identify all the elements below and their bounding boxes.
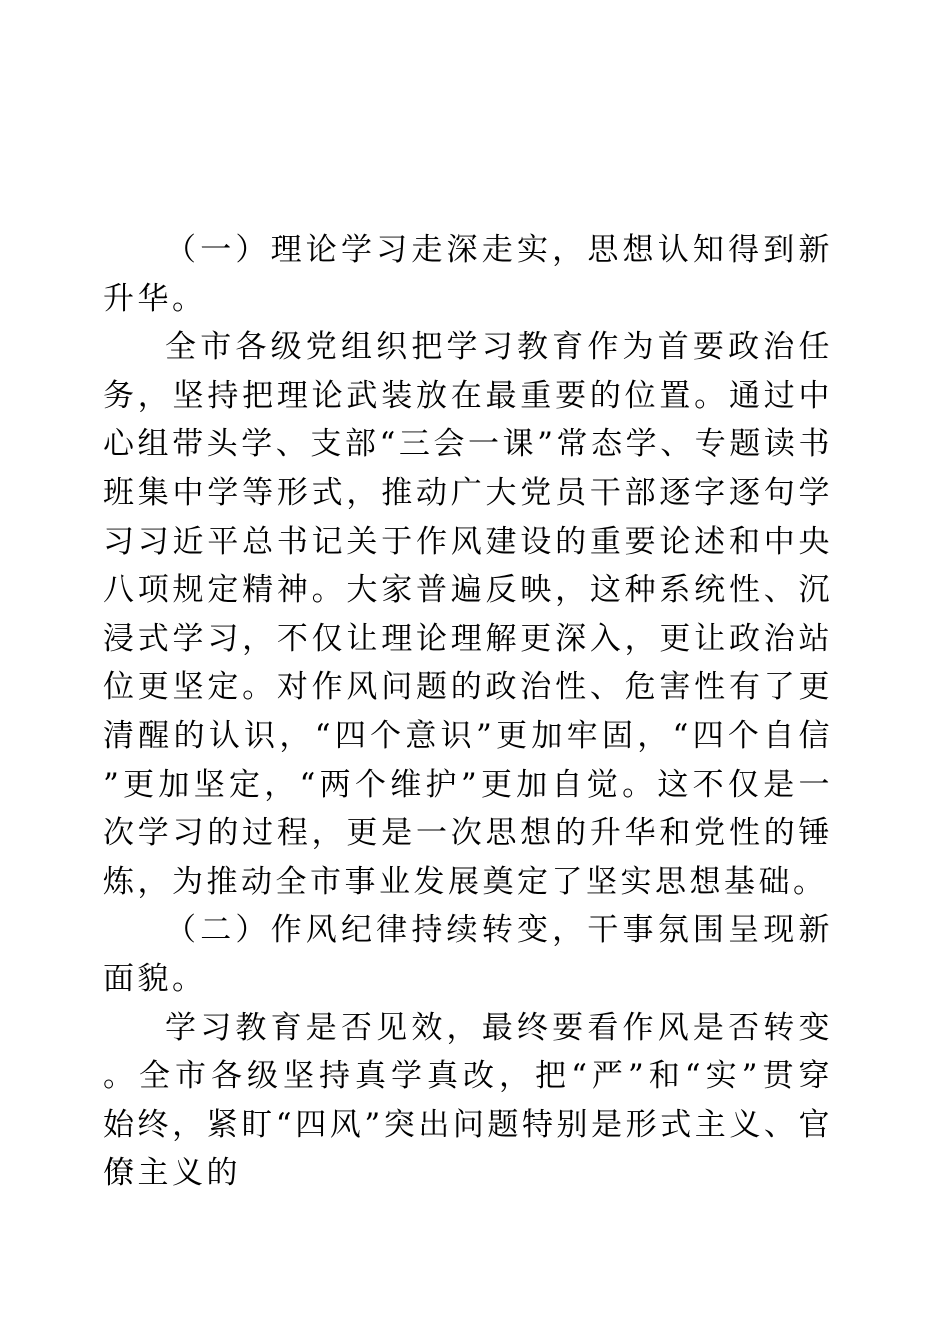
section-body-1: 全市各级党组织把学习教育作为首要政治任务，坚持把理论武装放在最重要的位置。通过中心组带头学、支部“三会一课”常态学、专题读书班集中学等形式，推动广大党员干部逐字逐句学习习近平总书记关于作风建设的重要论述和中央八项规定精神。大家普遍反映，这种系统性、沉浸式学习，不仅让理论理解更深入，更让政治站位更坚定。对作风问题的政治性、危害性有了更清醒的认识，“四个意识”更加牢固，“四个自信”更加坚定，“两个维护”更加自觉。这不仅是一次学习的过程，更是一次思想的升华和党性的锤炼，为推动全市事业发展奠定了坚实思想基础。 <box>103 329 833 900</box>
section-heading-2: （二）作风纪律持续转变，干事氛围呈现新面貌。 <box>103 912 833 997</box>
document-page <box>103 226 833 1198</box>
section-body-2: 学习教育是否见效，最终要看作风是否转变。全市各级坚持真学真改，把“严”和“实”贯穿始终，紧盯“四风”突出问题特别是形式主义、官僚主义的 <box>103 1009 834 1192</box>
section-heading-1: （一）理论学习走深走实，思想认知得到新升华。 <box>103 232 833 317</box>
